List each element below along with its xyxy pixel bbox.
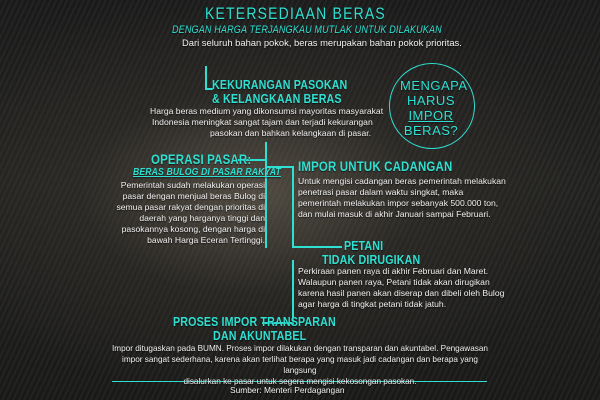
impor-heading: IMPOR UNTUK CADANGAN (298, 158, 453, 174)
connector-line (292, 166, 294, 246)
operasi-line: Pemerintah sudah melakukan operasi (120, 180, 265, 190)
impor-line: penetrasi pasar dalam waktu singkat, maka (298, 187, 464, 197)
operasi-line: pasar dengan menjual beras Bulog di (122, 191, 265, 201)
kekurangan-line: Indonesia meningkat sangat tajam dan terjadi kekurangan (152, 117, 373, 127)
operasi-line: daerah yang harganya tinggi dan (139, 213, 265, 223)
proses-text (110, 343, 490, 387)
proses-line: Impor ditugaskan pada BUMN. Proses impor dilakukan dengan transparan dan akuntabel. Pengawasan (112, 344, 488, 353)
intro-text: Dari seluruh bahan pokok, beras merupakan bahan pokok prioritas. (182, 37, 462, 48)
operasi-line: bawah Harga Eceran Tertinggi. (147, 235, 265, 245)
connector-line (265, 142, 267, 248)
petani-text (298, 266, 504, 310)
operasi-heading: OPERASI PASAR: (151, 151, 252, 167)
connector-line (292, 246, 342, 248)
impor-text (298, 176, 506, 220)
kekurangan-line: pasokan dan bahkan kelangkaan di pasar. (210, 128, 372, 138)
kekurangan-text (150, 106, 383, 139)
operasi-line: pasokannya kosong, dengan harga di (121, 224, 265, 234)
kekurangan-heading-1: KEKURANGAN PASOKAN (212, 77, 348, 92)
petani-line: Walaupun panen raya, Petani tidak akan dirugikan (298, 277, 490, 287)
connector-line (292, 260, 294, 322)
circle-line-2: HARUS (406, 93, 455, 108)
circle-line-4: BERAS? (403, 123, 459, 138)
poster-title: KETERSEDIAAN BERAS (205, 4, 386, 23)
proses-line: impor sangat sederhana, karena akan terlihat berapa yang masuk jadi cadangan dan berapa yang langsung (122, 355, 478, 375)
poster-subtitle: DENGAN HARGA TERJANGKAU MUTLAK UNTUK DILAKUKAN (172, 24, 442, 36)
operasi-text (110, 180, 265, 246)
proses-heading-2: DAN AKUNTABEL (213, 328, 307, 343)
kekurangan-line: Harga beras medium yang dikonsumsi mayoritas masyarakat (150, 106, 384, 116)
circle-line-1: MENGAPA (400, 78, 468, 93)
connector-line (205, 66, 207, 90)
petani-line: karena hasil panen akan diserap dan dibeli oleh Bulog (298, 288, 505, 298)
proses-line: disalurkan ke pasar untuk segera mengisi kekosongan pasokan. (183, 377, 417, 386)
petani-line: agar harga di tingkat petani tidak jatuh. (298, 299, 447, 309)
operasi-subheading: BERAS BULOG DI PASAR RAKYAT (133, 166, 281, 178)
petani-line: Perkiraan panen raya di akhir Februari dan Maret. (298, 266, 489, 276)
impor-line: pemerintah melakukan impor sebanyak 500.000 ton, (298, 198, 499, 208)
petani-heading-1: PETANI (344, 238, 384, 253)
impor-line: dan mulai masuk di akhir Januari sampai Februari. (298, 209, 491, 219)
operasi-line: semua pasar rakyat dengan prioritas di (116, 202, 265, 212)
petani-heading-2: TIDAK DIRUGIKAN (322, 252, 421, 267)
impor-line: Untuk mengisi cadangan beras pemerintah melakukan (298, 176, 506, 186)
kekurangan-heading-2: & KELANGKAAN BERAS (212, 91, 342, 106)
proses-heading-1: PROSES IMPOR TRANSPARAN (173, 314, 336, 329)
source-text: Sumber: Menteri Perdagangan (230, 385, 345, 395)
circle-line-3: IMPOR (408, 108, 454, 123)
